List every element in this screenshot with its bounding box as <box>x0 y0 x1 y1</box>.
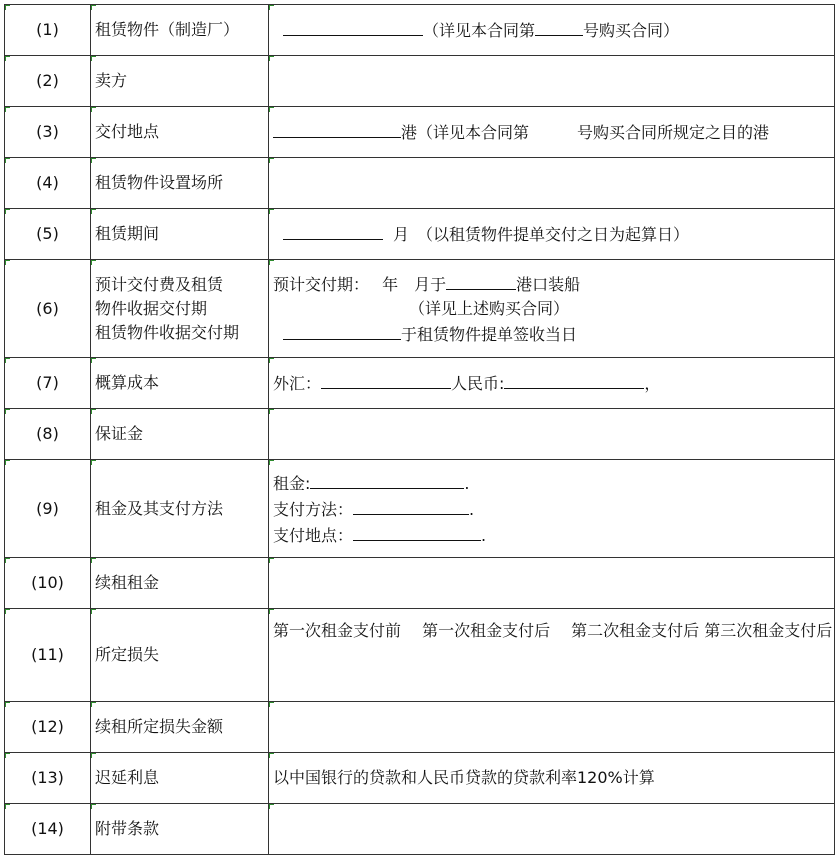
value-line <box>273 470 830 496</box>
fill-blank[interactable] <box>446 271 516 290</box>
fill-blank[interactable] <box>353 522 481 541</box>
row-number: (9) <box>5 460 91 558</box>
row-number: (13) <box>5 753 91 804</box>
row-value <box>269 5 835 56</box>
label-line: 预计交付费及租赁 <box>95 274 224 294</box>
value-text: 外汇： <box>273 374 322 393</box>
row-label: 迟延利息 <box>91 753 269 804</box>
row-label: 续租租金 <box>91 558 269 609</box>
table-row <box>5 209 835 260</box>
row-number: (1) <box>5 5 91 56</box>
table-row <box>5 358 835 409</box>
row-number: (12) <box>5 702 91 753</box>
table-row <box>5 260 835 358</box>
fill-blank[interactable] <box>504 370 644 389</box>
value-text: 租金: <box>273 473 311 493</box>
row-value <box>269 107 835 158</box>
table-row <box>5 409 835 460</box>
lease-terms-table <box>4 4 835 855</box>
value-text: 支付地点： <box>273 525 354 545</box>
row-number: (3) <box>5 107 91 158</box>
fill-blank[interactable] <box>310 470 464 489</box>
value-line <box>273 321 830 347</box>
value-text: 港（详见本合同第 号购买合同所规定之目的港 <box>401 123 770 142</box>
table-row <box>5 753 835 804</box>
row-number: (4) <box>5 158 91 209</box>
value-line <box>273 271 830 297</box>
row-number: (11) <box>5 609 91 702</box>
value-text: 月于 <box>414 274 447 294</box>
row-value <box>269 209 835 260</box>
row-label: 所定损失 <box>91 609 269 702</box>
table-row <box>5 558 835 609</box>
row-value[interactable] <box>269 804 835 855</box>
row-value <box>269 460 835 558</box>
row-value[interactable] <box>269 56 835 107</box>
value-line: （详见上述购买合同） <box>409 298 570 318</box>
row-value: 以中国银行的贷款和人民币贷款的贷款利率120%计算 <box>269 753 835 804</box>
table-row <box>5 107 835 158</box>
value-text: 支付方法： <box>273 499 354 519</box>
fill-blank[interactable] <box>273 119 401 138</box>
row-label: 保证金 <box>91 409 269 460</box>
value-text: 年 <box>382 274 399 294</box>
row-value <box>269 260 835 358</box>
table-row <box>5 609 835 702</box>
table-row <box>5 56 835 107</box>
table-row <box>5 5 835 56</box>
row-value: 第一次租金支付前 第一次租金支付后 第二次租金支付后 第三次租金支付后 <box>269 609 835 702</box>
value-text: 预计交付期： <box>273 274 362 294</box>
value-text: ， <box>644 374 661 393</box>
label-line: 租赁物件收据交付期 <box>95 322 240 342</box>
row-number: (10) <box>5 558 91 609</box>
row-value <box>269 358 835 409</box>
table-row <box>5 804 835 855</box>
row-number: (6) <box>5 260 91 358</box>
fill-blank[interactable] <box>353 496 469 515</box>
row-number: (8) <box>5 409 91 460</box>
value-line <box>273 496 830 522</box>
row-value[interactable] <box>269 558 835 609</box>
row-label: 卖方 <box>91 56 269 107</box>
row-label: 租赁期间 <box>91 209 269 260</box>
row-number: (14) <box>5 804 91 855</box>
table-row <box>5 460 835 558</box>
fill-blank[interactable] <box>283 321 401 340</box>
row-label: 租赁物件（制造厂） <box>91 5 269 56</box>
value-text: 于租赁物件提单签收当日 <box>401 324 578 344</box>
row-label: 交付地点 <box>91 107 269 158</box>
value-text: . <box>469 499 475 519</box>
value-text: . <box>464 473 470 493</box>
row-label: 概算成本 <box>91 358 269 409</box>
table-row <box>5 158 835 209</box>
row-number: (2) <box>5 56 91 107</box>
row-label: 租金及其支付方法 <box>91 460 269 558</box>
row-label: 续租所定损失金额 <box>91 702 269 753</box>
row-label: 租赁物件设置场所 <box>91 158 269 209</box>
fill-blank[interactable] <box>283 17 423 36</box>
fill-blank[interactable] <box>321 370 451 389</box>
value-text: 港口装船 <box>516 274 581 294</box>
row-value[interactable] <box>269 409 835 460</box>
value-text: 月 （以租赁物件提单交付之日为起算日） <box>393 225 690 244</box>
row-number: (5) <box>5 209 91 260</box>
row-value[interactable] <box>269 158 835 209</box>
value-text: . <box>481 525 487 545</box>
value-text: （详见本合同第 <box>423 21 536 40</box>
value-text: 号购买合同） <box>583 21 680 40</box>
fill-blank[interactable] <box>283 221 383 240</box>
row-label: 附带条款 <box>91 804 269 855</box>
table-row <box>5 702 835 753</box>
value-text: 人民币: <box>451 374 505 393</box>
row-label <box>91 260 269 358</box>
value-line <box>273 522 830 548</box>
row-value[interactable] <box>269 702 835 753</box>
row-number: (7) <box>5 358 91 409</box>
label-line: 物件收据交付期 <box>95 298 208 318</box>
fill-blank[interactable] <box>535 17 583 36</box>
